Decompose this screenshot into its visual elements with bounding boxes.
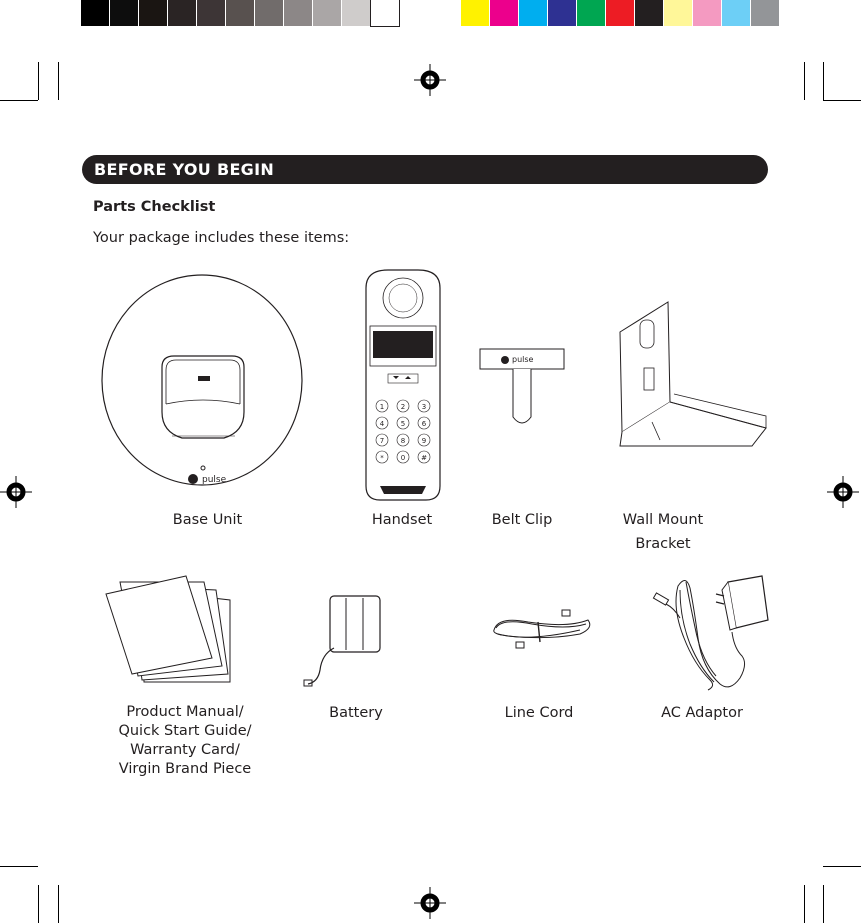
base-unit-label: Base Unit <box>172 512 243 528</box>
parts-checklist-heading: Parts Checklist <box>93 199 216 215</box>
handset-key-label: 2 <box>400 403 406 411</box>
battery-label: Battery <box>329 705 383 721</box>
battery-image <box>300 592 390 692</box>
product-manual-label <box>105 703 265 779</box>
product-manual-image <box>100 570 240 690</box>
manual-label-line3: Warranty Card/ <box>130 742 240 758</box>
section-title: BEFORE YOU BEGIN <box>94 160 275 179</box>
handset-label: Handset <box>371 512 433 528</box>
base-unit-image <box>100 272 305 497</box>
registration-target <box>414 887 446 919</box>
section-banner <box>82 155 768 184</box>
line-cord-image <box>488 606 598 656</box>
wall-mount-label-line2: Bracket <box>635 536 691 552</box>
handset-image <box>358 268 448 503</box>
handset-key-label: 7 <box>379 437 385 445</box>
handset-key-label: 5 <box>400 420 406 428</box>
wall-mount-bracket-image <box>612 298 772 458</box>
wall-mount-label: Wall Mount <box>622 512 704 528</box>
manual-label-line1: Product Manual/ <box>126 704 244 720</box>
line-cord-label: Line Cord <box>504 705 574 721</box>
handset-key-label: 0 <box>400 454 406 462</box>
registration-target <box>0 476 32 508</box>
handset-key-label: 9 <box>421 437 427 445</box>
handset-key-label: 4 <box>379 420 385 428</box>
handset-key-label: # <box>421 454 427 462</box>
belt-clip-image <box>478 345 568 435</box>
svg-text:pulse: pulse <box>512 355 534 364</box>
ac-adaptor-image <box>650 568 775 698</box>
registration-target <box>827 476 859 508</box>
belt-clip-label: Belt Clip <box>491 512 553 528</box>
manual-label-line4: Virgin Brand Piece <box>118 761 252 777</box>
intro-text: Your package includes these items: <box>93 230 350 246</box>
handset-key-label: * <box>380 454 384 462</box>
handset-key-label: 1 <box>379 403 385 411</box>
ac-adaptor-label: AC Adaptor <box>661 705 743 721</box>
handset-key-label: 8 <box>400 437 406 445</box>
handset-key-label: 3 <box>421 403 427 411</box>
svg-text:pulse: pulse <box>202 475 227 485</box>
registration-target <box>414 64 446 96</box>
manual-label-line2: Quick Start Guide/ <box>118 723 252 739</box>
handset-key-label: 6 <box>421 420 427 428</box>
